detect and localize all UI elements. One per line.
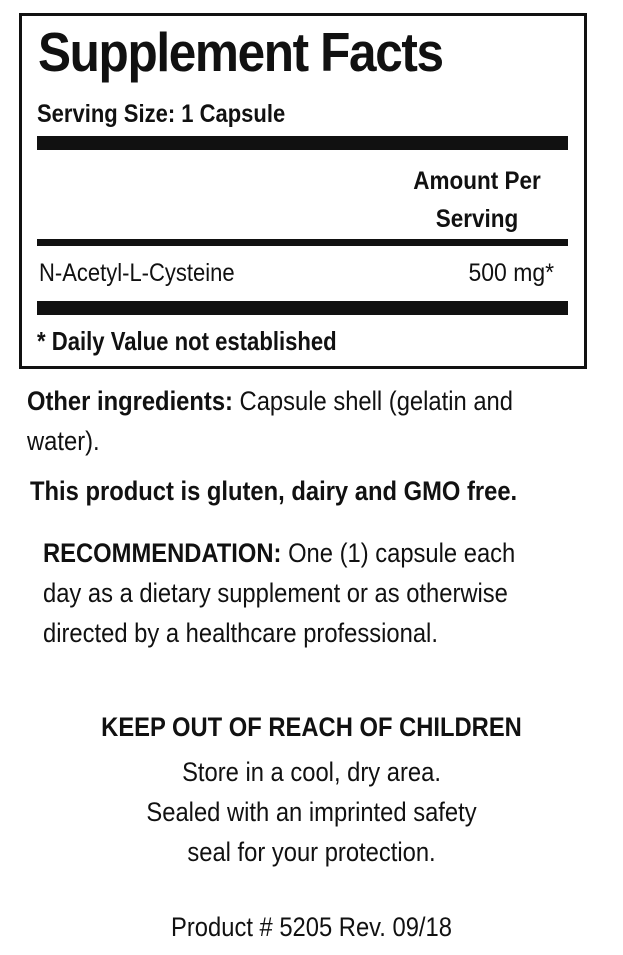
ingredient-name: N-Acetyl-L-Cysteine — [39, 259, 235, 287]
daily-value-footnote: * Daily Value not established — [37, 326, 337, 356]
other-ingredients-text: Capsule shell (gelatin and water). — [27, 386, 513, 456]
storage-line: Sealed with an imprinted safety — [146, 797, 477, 827]
recommendation-label: RECOMMENDATION: — [43, 538, 282, 568]
recommendation — [43, 533, 545, 653]
serving-size: Serving Size: 1 Capsule — [37, 100, 286, 128]
supplement-facts-panel — [19, 13, 587, 369]
free-statement: This product is gluten, dairy and GMO free. — [30, 476, 518, 506]
other-ingredients-label: Other ingredients: — [27, 386, 233, 416]
amount-per-serving-header — [401, 162, 554, 238]
divider-thick-bottom — [37, 301, 568, 315]
divider-thin — [37, 239, 568, 246]
amount-header-line1: Amount Per — [413, 167, 541, 195]
divider-thick-top — [37, 136, 568, 150]
product-number: Product # 5205 Rev. 09/18 — [171, 912, 452, 942]
storage-instructions — [37, 752, 585, 872]
recommendation-text: One (1) capsule each day as a dietary supplement or as otherwise directed by a healthcare professional. — [43, 538, 516, 648]
storage-line: seal for your protection. — [187, 837, 436, 867]
other-ingredients — [27, 381, 581, 461]
ingredient-amount: 500 mg* — [468, 259, 554, 287]
panel-title: Supplement Facts — [38, 21, 443, 83]
amount-header-line2: Serving — [435, 205, 519, 233]
children-warning: KEEP OUT OF REACH OF CHILDREN — [101, 712, 522, 742]
storage-line: Store in a cool, dry area. — [182, 757, 441, 787]
